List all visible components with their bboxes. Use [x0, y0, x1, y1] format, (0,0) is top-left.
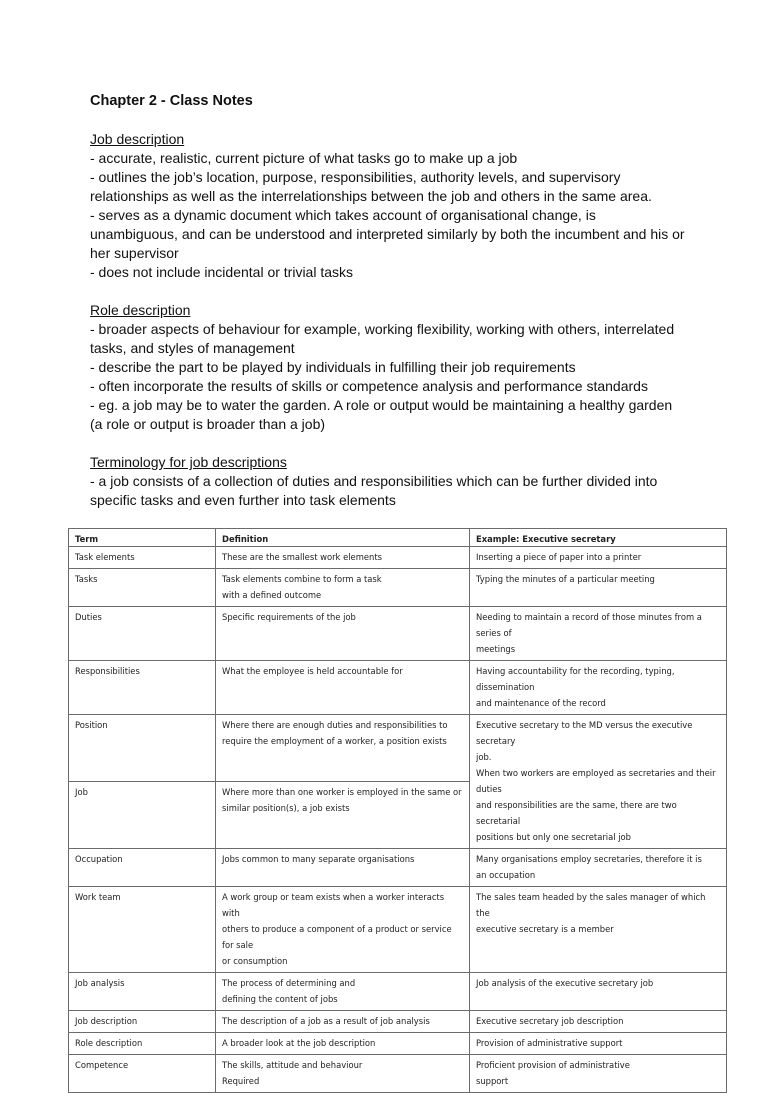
table-row	[69, 1033, 727, 1055]
table-header-row	[69, 529, 727, 547]
cell-example	[470, 715, 727, 849]
page-title: Chapter 2 - Class Notes	[90, 93, 253, 109]
cell-line: Jobs common to many separate organisations	[222, 854, 415, 864]
cell-example	[470, 569, 727, 607]
cell-line: Having accountability for the recording, typing, dissemination	[476, 666, 675, 692]
text-line: specific tasks and even further into task elements	[90, 492, 396, 508]
cell-definition	[216, 547, 470, 569]
cell-definition	[216, 569, 470, 607]
table-row	[69, 1055, 727, 1093]
cell-line: Executive secretary to the MD versus the executive secretary	[476, 720, 693, 746]
cell-definition	[216, 1055, 470, 1093]
table-row	[69, 1011, 727, 1033]
text-line: - eg. a job may be to water the garden. A role or output would be maintaining a healthy garden	[90, 397, 673, 413]
cell-definition	[216, 887, 470, 973]
cell-term: Duties	[69, 607, 216, 661]
text-line: - often incorporate the results of skills or competence analysis and performance standards	[90, 378, 648, 394]
text-line: - does not include incidental or trivial tasks	[90, 264, 354, 280]
cell-line: job.	[476, 752, 492, 762]
cell-term: Competence	[69, 1055, 216, 1093]
cell-line: similar position(s), a job exists	[222, 803, 350, 813]
section-heading: Job description	[90, 131, 185, 147]
cell-line: and responsibilities are the same, there are two secretarial	[476, 800, 677, 826]
cell-line: Proficient provision of administrative	[476, 1060, 630, 1070]
cell-term: Tasks	[69, 569, 216, 607]
cell-line: When two workers are employed as secretaries and their duties	[476, 768, 716, 794]
text-line: - a job consists of a collection of duties and responsibilities which can be further divided into	[90, 473, 658, 489]
table-row	[69, 715, 727, 782]
cell-line: positions but only one secretarial job	[476, 832, 631, 842]
table-row	[69, 547, 727, 569]
cell-example	[470, 1055, 727, 1093]
cell-definition	[216, 1011, 470, 1033]
cell-line: Task elements combine to form a task	[222, 574, 382, 584]
text-line: relationships as well as the interrelationships between the job and others in the same area.	[90, 188, 652, 204]
cell-term: Role description	[69, 1033, 216, 1055]
cell-example	[470, 1011, 727, 1033]
header-definition: Definition	[216, 529, 470, 547]
text-line: - outlines the job’s location, purpose, responsibilities, authority levels, and supervisory	[90, 169, 621, 185]
cell-term: Work team	[69, 887, 216, 973]
cell-line: The sales team headed by the sales manager of which the	[476, 892, 706, 918]
cell-line: require the employment of a worker, a position exists	[222, 736, 447, 746]
cell-example	[470, 887, 727, 973]
text-line: - accurate, realistic, current picture of what tasks go to make up a job	[90, 150, 518, 166]
cell-definition	[216, 782, 470, 849]
cell-line: These are the smallest work elements	[222, 552, 382, 562]
cell-line: an occupation	[476, 870, 536, 880]
cell-example	[470, 973, 727, 1011]
cell-line: The skills, attitude and behaviour	[222, 1060, 363, 1070]
cell-line: The process of determining and	[222, 978, 356, 988]
table-row	[69, 849, 727, 887]
text-line: (a role or output is broader than a job)	[90, 416, 326, 432]
cell-term: Job analysis	[69, 973, 216, 1011]
cell-example	[470, 607, 727, 661]
cell-term: Position	[69, 715, 216, 782]
table-row	[69, 569, 727, 607]
table-row	[69, 887, 727, 973]
text-line: her supervisor	[90, 245, 179, 261]
cell-definition	[216, 715, 470, 782]
cell-line: support	[476, 1076, 509, 1086]
cell-definition	[216, 1033, 470, 1055]
table-row	[69, 661, 727, 715]
cell-line: and maintenance of the record	[476, 698, 606, 708]
cell-definition	[216, 661, 470, 715]
cell-definition	[216, 607, 470, 661]
text-line: tasks, and styles of management	[90, 340, 295, 356]
terminology-table-container	[68, 528, 726, 1093]
cell-definition	[216, 973, 470, 1011]
cell-line: Specific requirements of the job	[222, 612, 356, 622]
cell-line: Needing to maintain a record of those minutes from a series of	[476, 612, 702, 638]
cell-example	[470, 661, 727, 715]
cell-line: defining the content of jobs	[222, 994, 338, 1004]
section-heading: Role description	[90, 302, 191, 318]
cell-line: Many organisations employ secretaries, therefore it is	[476, 854, 702, 864]
cell-term: Responsibilities	[69, 661, 216, 715]
cell-example	[470, 547, 727, 569]
terminology-table	[68, 528, 727, 1093]
cell-line: others to produce a component of a product or service for sale	[222, 924, 452, 950]
section-job-description	[90, 130, 690, 282]
cell-line: Where more than one worker is employed in the same or	[222, 787, 462, 797]
section-role-description	[90, 301, 690, 434]
cell-term: Job description	[69, 1011, 216, 1033]
table-row	[69, 607, 727, 661]
header-example: Example: Executive secretary	[470, 529, 727, 547]
cell-example	[470, 849, 727, 887]
cell-line: Typing the minutes of a particular meeting	[476, 574, 655, 584]
cell-line: or consumption	[222, 956, 288, 966]
cell-term: Job	[69, 782, 216, 849]
cell-line: Job analysis of the executive secretary job	[476, 978, 654, 988]
cell-line: Executive secretary job description	[476, 1016, 624, 1026]
text-line: unambiguous, and can be understood and interpreted similarly by both the incumbent and his or	[90, 226, 685, 242]
cell-term: Task elements	[69, 547, 216, 569]
header-term: Term	[69, 529, 216, 547]
cell-line: What the employee is held accountable for	[222, 666, 403, 676]
cell-line: Required	[222, 1076, 260, 1086]
cell-line: Inserting a piece of paper into a printer	[476, 552, 642, 562]
cell-line: A work group or team exists when a worker interacts with	[222, 892, 445, 918]
cell-line: executive secretary is a member	[476, 924, 614, 934]
cell-line: meetings	[476, 644, 516, 654]
cell-line: with a defined outcome	[222, 590, 322, 600]
cell-line: Provision of administrative support	[476, 1038, 623, 1048]
table-row	[69, 973, 727, 1011]
section-terminology	[90, 453, 690, 510]
text-line: - serves as a dynamic document which takes account of organisational change, is	[90, 207, 596, 223]
cell-example	[470, 1033, 727, 1055]
cell-line: The description of a job as a result of job analysis	[222, 1016, 430, 1026]
cell-line: A broader look at the job description	[222, 1038, 376, 1048]
text-line: - broader aspects of behaviour for example, working flexibility, working with others, interrelated	[90, 321, 675, 337]
notes-page	[90, 92, 690, 529]
cell-term: Occupation	[69, 849, 216, 887]
text-line: - describe the part to be played by individuals in fulfilling their job requirements	[90, 359, 576, 375]
cell-definition	[216, 849, 470, 887]
section-heading: Terminology for job descriptions	[90, 454, 287, 470]
cell-line: Where there are enough duties and responsibilities to	[222, 720, 448, 730]
